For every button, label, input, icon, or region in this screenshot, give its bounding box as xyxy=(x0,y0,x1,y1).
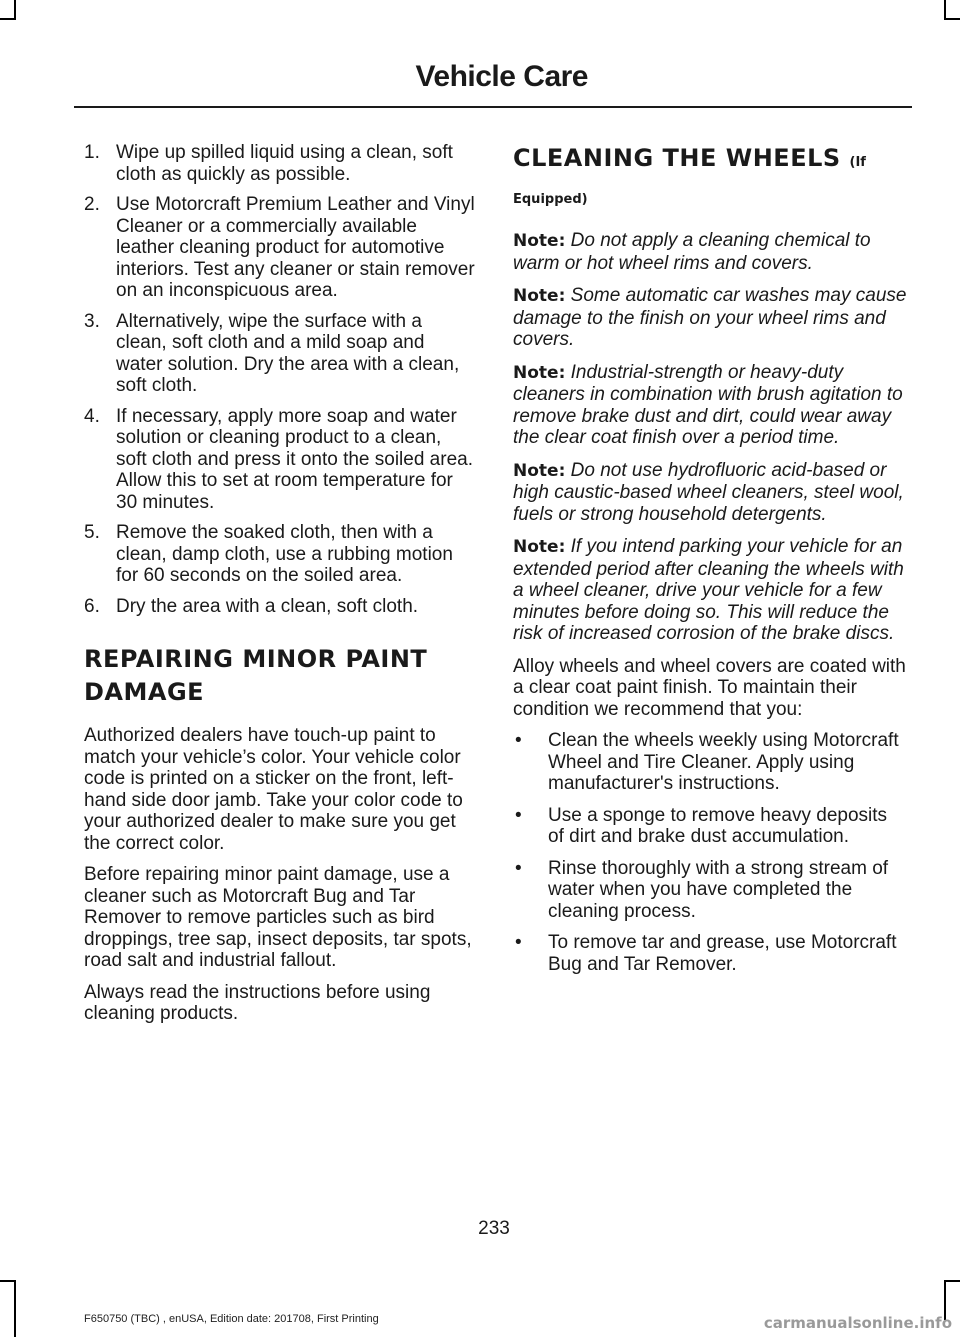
step-number: 2. xyxy=(84,194,100,215)
step-number: 3. xyxy=(84,310,100,332)
left-column xyxy=(84,142,476,1035)
crop-mark-top-right-v xyxy=(944,0,946,20)
crop-mark-top-right-h xyxy=(944,18,960,20)
note-label: Note: xyxy=(513,362,566,383)
list-item xyxy=(84,596,476,618)
list-item xyxy=(84,142,476,185)
step-text: If necessary, apply more soap and water solution or cleaning product to a clean, soft cloth and press it onto the soiled area. Allow this to set at room temperature for 30 minutes. xyxy=(116,405,473,513)
paragraph: Authorized dealers have touch-up paint to match your vehicle’s color. Your vehicle color code is printed on a sticker on the front, left-hand side door jamb. Take your color code to your authorized dealer to make sure you get the correct color. xyxy=(84,725,463,854)
paragraph: Always read the instructions before using cleaning products. xyxy=(84,981,431,1024)
note xyxy=(513,362,907,449)
list-item xyxy=(84,406,476,514)
section-heading-paint-damage: REPAIRING MINOR PAINT DAMAGE xyxy=(84,645,428,706)
note-label: Note: xyxy=(513,231,566,251)
note-text: Do not apply a cleaning chemical to warm or hot wheel rims and covers. xyxy=(513,230,871,274)
step-text: Dry the area with a clean, soft cloth. xyxy=(116,595,419,617)
crop-mark-bottom-left-h xyxy=(0,1280,16,1282)
list-item xyxy=(84,522,476,587)
step-text: Use Motorcraft Premium Leather and Vinyl Cleaner or a commercially available leather cleaning product for automotive interiors. Test any cleaner or stain remover on an inconspicuous area. xyxy=(116,194,475,301)
bullet-glyph: • xyxy=(515,857,522,879)
note-text: Industrial-strength or heavy-duty cleaners in combination with brush agitation to remove brake dust and dirt, could wear away the clear coat finish over a period time. xyxy=(513,361,903,448)
wheel-care-list xyxy=(513,730,907,975)
note xyxy=(513,285,907,351)
page-title: Vehicle Care xyxy=(415,60,588,93)
cleaning-steps-list xyxy=(84,142,476,617)
note-text: Do not use hydrofluoric acid-based or high caustic-based wheel cleaners, steel wool, fuels or strong household detergents. xyxy=(513,459,904,525)
bullet-text: Rinse thoroughly with a strong stream of water when you have completed the cleaning process. xyxy=(548,857,889,922)
paragraph: Before repairing minor paint damage, use a cleaner such as Motorcraft Bug and Tar Remover to remove particles such as bird droppings, tree sap, insect deposits, tar spots, road salt and industrial fallout. xyxy=(84,864,472,971)
bullet-text: Use a sponge to remove heavy deposits of dirt and brake dust accumulation. xyxy=(548,804,888,847)
crop-mark-bottom-right-h xyxy=(944,1280,960,1282)
list-item xyxy=(84,194,476,302)
notes xyxy=(513,230,907,645)
step-text: Alternatively, wipe the surface with a clean, soft cloth and a mild soap and water solution. Dry the area with a clean, soft cloth. xyxy=(116,310,460,396)
note xyxy=(513,536,907,645)
right-column xyxy=(513,142,907,985)
bullet-text: Clean the wheels weekly using Motorcraft Wheel and Tire Cleaner. Apply using manufacturer's instructions. xyxy=(548,730,899,794)
list-item xyxy=(84,311,476,397)
crop-mark-top-left-v xyxy=(14,0,16,20)
heading-text: CLEANING THE WHEELS xyxy=(513,144,841,172)
crop-mark-top-left-h xyxy=(0,18,16,20)
bullet-glyph: • xyxy=(515,932,522,953)
note-label: Note: xyxy=(513,537,566,557)
list-item xyxy=(513,805,907,848)
crop-mark-bottom-left-v xyxy=(14,1280,16,1337)
bullet-text: To remove tar and grease, use Motorcraft Bug and Tar Remover. xyxy=(548,932,897,975)
note-label: Note: xyxy=(513,460,566,481)
step-text: Remove the soaked cloth, then with a clean, damp cloth, use a rubbing motion for 60 seconds on the soiled area. xyxy=(116,522,453,586)
bullet-glyph: • xyxy=(515,804,522,826)
list-item xyxy=(513,932,907,975)
step-text: Wipe up spilled liquid using a clean, soft cloth as quickly as possible. xyxy=(116,142,453,185)
watermark: carmanualsonline.info xyxy=(763,1314,952,1332)
list-item xyxy=(513,858,907,923)
page-number: 233 xyxy=(478,1218,510,1239)
bullet-glyph: • xyxy=(515,730,522,751)
footer-edition-info: F650750 (TBC) , enUSA, Edition date: 201708, First Printing xyxy=(84,1313,379,1325)
paragraph: Alloy wheels and wheel covers are coated with a clear coat paint finish. To maintain their condition we recommend that you: xyxy=(513,655,906,720)
note-text: If you intend parking your vehicle for an extended period after cleaning the wheels with a wheel cleaner, drive your vehicle for a few minutes before doing so. This will reduce the risk of increased corrosion of the brake discs. xyxy=(513,536,904,644)
list-item xyxy=(513,730,907,795)
section-heading-wheels xyxy=(513,142,907,216)
heading-qualifier: (If Equipped) xyxy=(513,155,866,207)
step-number: 4. xyxy=(84,405,100,427)
step-number: 1. xyxy=(84,142,100,163)
header-rule xyxy=(74,106,912,108)
note xyxy=(513,460,907,526)
note-label: Note: xyxy=(513,286,566,306)
step-number: 6. xyxy=(84,595,100,617)
step-number: 5. xyxy=(84,522,100,543)
note xyxy=(513,230,907,274)
note-text: Some automatic car washes may cause damage to the finish on your wheel rims and covers. xyxy=(513,285,907,350)
